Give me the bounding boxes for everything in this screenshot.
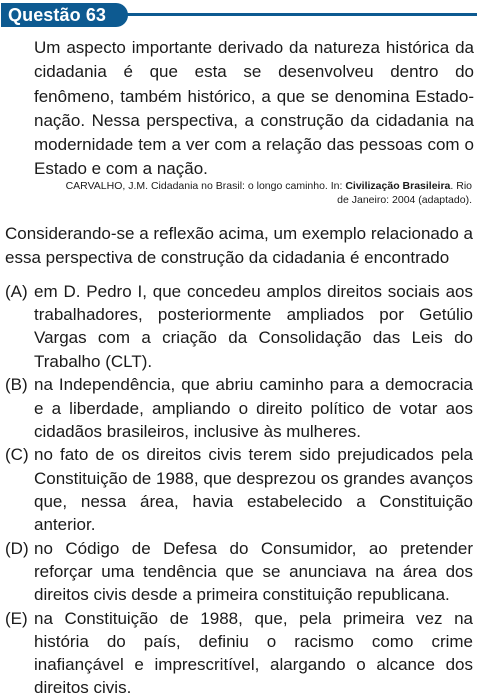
passage-text: Um aspecto importante derivado da natureza histórica da cidadania é que esta se desenvolveu dentro do fenômeno, também histórico, a que se denomina Estado-nação. Nessa perspectiva, a construção da cidadania na modernidade tem a ver com a relação das pessoas com o Estado e com a nação.: [34, 38, 474, 179]
alternative-a[interactable]: [5, 280, 473, 373]
alternative-b[interactable]: [5, 373, 473, 443]
alternative-e[interactable]: [5, 607, 473, 700]
question-number-badge: Questão 63: [1, 3, 128, 27]
alternative-text: em D. Pedro I, que concedeu amplos direitos sociais aos trabalhadores, posteriormente ampliados por Getúlio Vargas com a criação da Consolidação das Leis do Trabalho (CLT).: [34, 282, 473, 371]
alternative-text: na Independência, que abriu caminho para a democracia e a liberdade, ampliando o direito político de votar aos cidadãos brasileiros, inclusive às mulheres.: [34, 375, 473, 441]
alternative-letter: (D): [5, 538, 29, 558]
alternative-text: no fato de os direitos civis terem sido prejudicados pela Constituição de 1988, que desprezou os grandes avanços que, nessa área, havia estabelecido a Constituição anterior.: [34, 445, 473, 535]
header-rule: [121, 13, 477, 16]
alternative-letter: (B): [5, 375, 28, 395]
alternative-text: na Constituição de 1988, que, pela primeira vez na história do país, definiu o racismo como crime inafiançável e imprescritível, alargando o alcance dos direitos civis.: [34, 608, 473, 698]
alternative-text: no Código de Defesa do Consumidor, ao pretender reforçar uma tendência que se anunciava na área dos direitos civis desde a primeira constituição republicana.: [34, 538, 473, 605]
citation: [52, 180, 472, 207]
citation-publisher: Civilização Brasileira: [345, 180, 451, 192]
alternative-c[interactable]: [5, 443, 473, 536]
alternative-letter: (A): [5, 282, 28, 301]
question-stem: Considerando-se a reflexão acima, um exemplo relacionado a essa perspectiva de construção da cidadania é encontrado: [5, 224, 473, 267]
question-header: [1, 3, 477, 29]
citation-prefix: CARVALHO, J.M. Cidadania no Brasil: o longo caminho. In:: [65, 180, 346, 192]
alternative-d[interactable]: [5, 537, 473, 607]
alternative-letter: (C): [5, 445, 29, 465]
citation-suffix: . Rio de Janeiro: 2004 (adaptado).: [337, 180, 472, 206]
alternatives-list: [5, 280, 473, 700]
alternative-letter: (E): [5, 608, 28, 628]
